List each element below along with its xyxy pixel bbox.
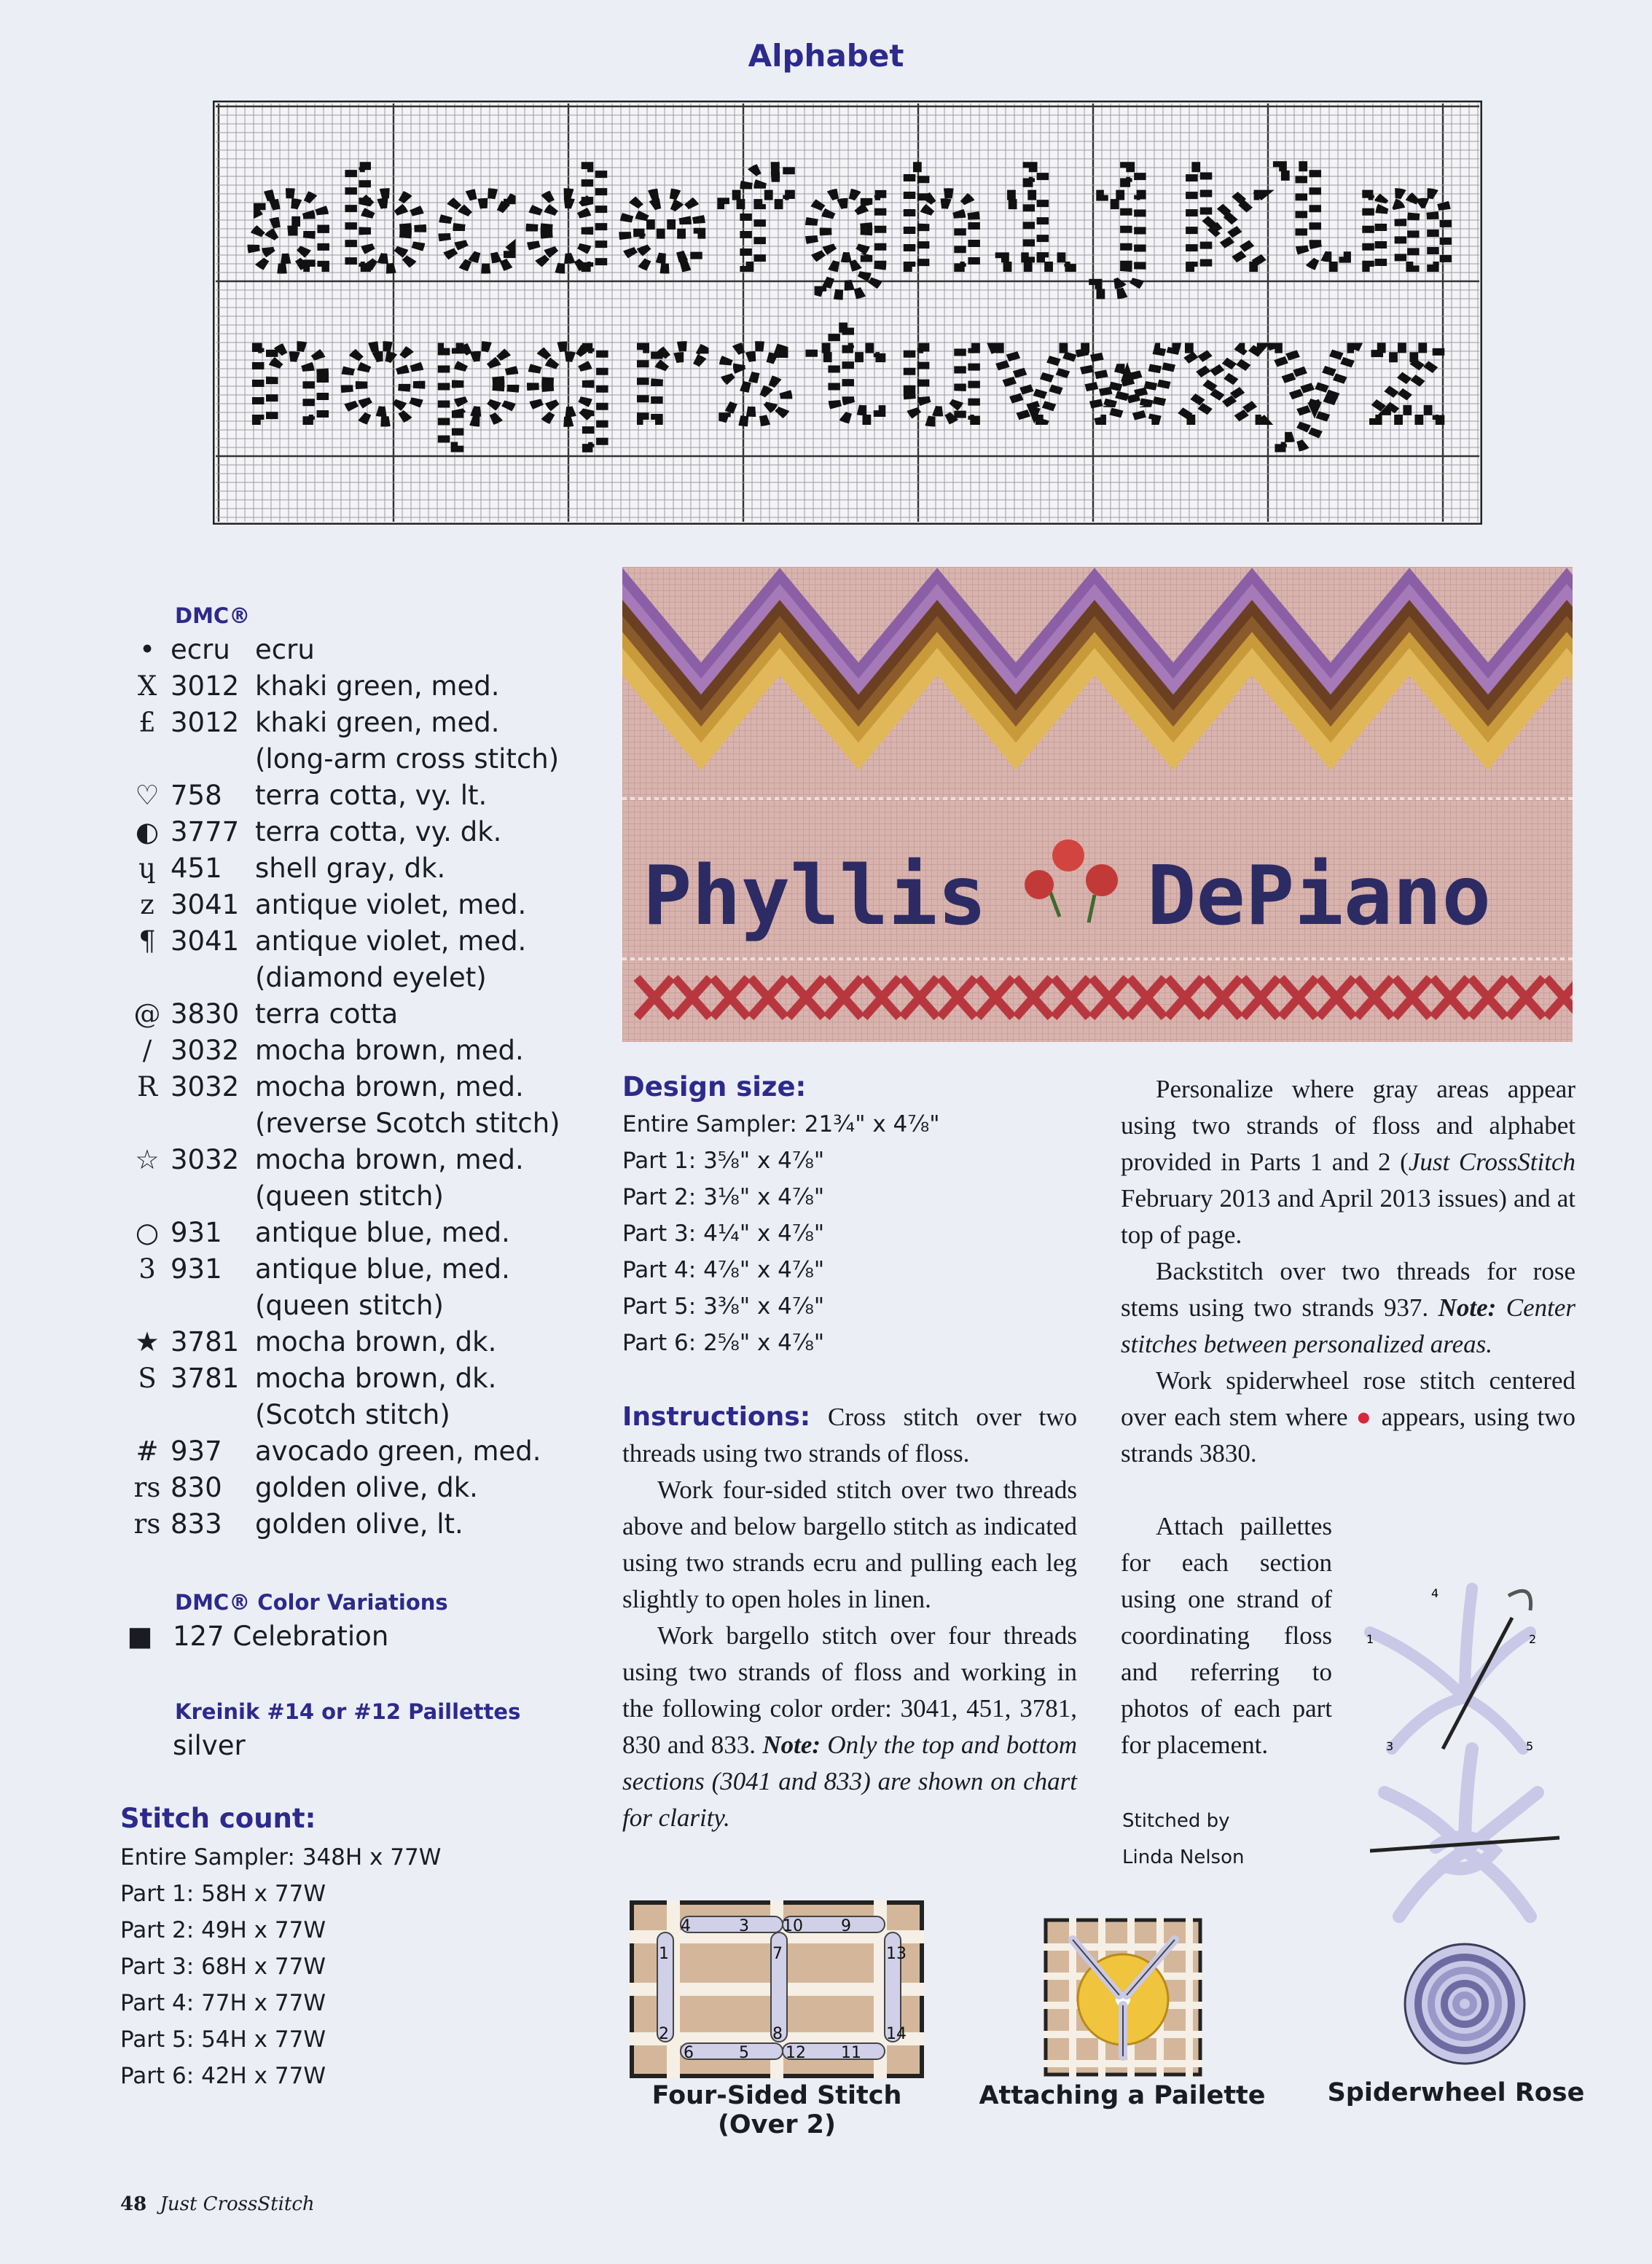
right-p4: Attach paillettes for each section using one strand of coordinating floss and referring to photos of each part for placement. xyxy=(1121,1512,1332,1759)
stitch-count-line: Entire Sampler: 348H x 77W xyxy=(120,1844,442,1871)
right-p4-block xyxy=(1121,1508,1332,1763)
key-description: golden olive, dk. xyxy=(255,1472,478,1503)
right-p1b: February 2013 and April 2013 issues) and at top of page. xyxy=(1121,1184,1575,1249)
design-size-line: Part 4: 4⅞" x 4⅞" xyxy=(622,1257,825,1283)
four-sided-number: 9 xyxy=(841,1917,851,1935)
four-sided-number: 2 xyxy=(659,2025,669,2043)
key-description: (queen stitch) xyxy=(255,1290,444,1321)
four-sided-caption xyxy=(630,2081,924,2139)
right-p3a: Work spiderwheel rose stitch centered over each stem where xyxy=(1121,1366,1575,1431)
four-sided-number: 6 xyxy=(684,2044,694,2062)
key-symbol: • xyxy=(139,634,155,665)
four-sided-number: 14 xyxy=(886,2025,907,2043)
key-symbol: ☆ xyxy=(135,1144,160,1175)
kreinik-heading: Kreinik #14 or #12 Paillettes xyxy=(175,1699,521,1724)
kreinik-text: silver xyxy=(173,1730,246,1761)
key-description: avocado green, med. xyxy=(255,1435,541,1467)
right-p1-italic: Just CrossStitch xyxy=(1408,1148,1576,1176)
key-description: antique violet, med. xyxy=(255,925,527,957)
key-number: 3777 xyxy=(171,816,240,847)
photo-name-right: DePiano xyxy=(1147,849,1492,944)
key-symbol: ¶ xyxy=(138,925,156,957)
stitch-count-list xyxy=(120,1839,557,2094)
color-key xyxy=(125,634,592,1559)
key-symbol: S xyxy=(138,1363,157,1394)
key-description: antique blue, med. xyxy=(255,1217,510,1248)
photo-name-left: Phyllis xyxy=(643,849,987,944)
key-description: khaki green, med. xyxy=(255,707,500,738)
key-number: 833 xyxy=(171,1508,222,1540)
key-number: 3781 xyxy=(171,1326,240,1358)
red-dot-icon: ● xyxy=(1355,1403,1374,1431)
page-number: 48 xyxy=(120,2193,147,2215)
key-symbol: X xyxy=(137,670,157,702)
key-number: 3032 xyxy=(171,1035,240,1066)
four-sided-stitch-diagram xyxy=(630,1900,924,2078)
four-sided-number: 7 xyxy=(772,1945,783,1963)
spider-num-4: 4 xyxy=(1431,1586,1439,1600)
key-symbol: ♡ xyxy=(135,780,160,811)
four-sided-number: 3 xyxy=(739,1917,749,1935)
instructions-p1: Cross stitch over two threads using two strands of floss. xyxy=(622,1403,1077,1468)
key-description: shell gray, dk. xyxy=(255,853,446,884)
key-number: 3781 xyxy=(171,1363,240,1394)
key-description: (reverse Scotch stitch) xyxy=(255,1108,560,1139)
four-sided-number: 5 xyxy=(739,2044,749,2062)
stitch-count-line: Part 1: 58H x 77W xyxy=(120,1881,326,1907)
page-title: Alphabet xyxy=(748,38,904,74)
design-size-list xyxy=(622,1106,972,1361)
alphabet-row-1: abcdefghijklm xyxy=(243,146,1453,298)
key-symbol: / xyxy=(142,1035,152,1066)
key-description: terra cotta, vy. lt. xyxy=(255,780,488,811)
design-size-line: Part 6: 2⅝" x 4⅞" xyxy=(622,1330,825,1356)
key-number: 3830 xyxy=(171,998,240,1030)
right-note-label: Note: xyxy=(1438,1293,1497,1322)
key-description: antique violet, med. xyxy=(255,889,527,920)
key-number: 830 xyxy=(171,1472,222,1503)
spider-num-5: 5 xyxy=(1526,1739,1534,1753)
alphabet-row-2: nopqrstuvwxyz xyxy=(243,299,1453,451)
key-description: mocha brown, med. xyxy=(255,1071,524,1102)
four-sided-number: 8 xyxy=(772,2025,783,2043)
color-variations-heading: DMC® Color Variations xyxy=(175,1590,448,1615)
key-description: (long-arm cross stitch) xyxy=(255,743,560,775)
key-symbol: # xyxy=(136,1435,159,1467)
key-number: 3012 xyxy=(171,707,240,738)
key-number: 451 xyxy=(171,853,222,884)
key-number: 937 xyxy=(171,1435,222,1467)
four-sided-number: 4 xyxy=(681,1917,691,1935)
key-description: antique blue, med. xyxy=(255,1253,510,1285)
four-sided-number: 10 xyxy=(783,1917,803,1935)
right-p2: Backstitch over two threads for rose stems using two strands 937. xyxy=(1121,1257,1575,1322)
four-sided-number: 11 xyxy=(841,2044,861,2062)
key-symbol: £ xyxy=(138,707,156,738)
key-description: terra cotta xyxy=(255,998,399,1030)
key-symbol: ★ xyxy=(135,1326,160,1358)
key-description: ecru xyxy=(255,634,315,665)
key-symbol: rs xyxy=(133,1508,161,1540)
design-size-line: Entire Sampler: 21¾" x 4⅞" xyxy=(622,1111,940,1137)
four-sided-number: 1 xyxy=(659,1945,669,1963)
key-symbol: ɥ xyxy=(138,853,156,884)
key-description: mocha brown, med. xyxy=(255,1144,524,1175)
design-size-line: Part 3: 4¼" x 4⅞" xyxy=(622,1221,825,1247)
key-symbol: ○ xyxy=(135,1217,160,1248)
alphabet-chart xyxy=(213,101,1482,525)
footer xyxy=(120,2193,315,2215)
four-sided-number: 12 xyxy=(786,2044,806,2062)
key-symbol: @ xyxy=(133,998,161,1030)
design-size-line: Part 5: 3⅜" x 4⅞" xyxy=(622,1293,825,1320)
stitch-count-line: Part 5: 54H x 77W xyxy=(120,2026,326,2053)
instructions-block xyxy=(622,1399,1077,1836)
pailette-diagram xyxy=(1044,1918,1202,2077)
instructions-p2: Work four-sided stitch over two threads above and below bargello stitch as indicated using two strands ecru and pulling each leg slightly to open holes in linen. xyxy=(622,1476,1077,1613)
key-number: 931 xyxy=(171,1217,222,1248)
variation-row xyxy=(125,1621,563,1657)
key-number: 3032 xyxy=(171,1071,240,1102)
key-symbol: R xyxy=(137,1071,157,1102)
key-description: (diamond eyelet) xyxy=(255,962,487,993)
pailette-caption: Attaching a Pailette xyxy=(979,2081,1266,2110)
magazine-name: Just CrossStitch xyxy=(160,2193,315,2215)
instructions-p3: Work bargello stitch over four threads using two strands of floss and working in the following color order: 3041, 451, 3781, 830 and 833. xyxy=(622,1621,1077,1759)
right-note: Center stitches between personalized areas. xyxy=(1121,1293,1576,1358)
key-symbol: z xyxy=(140,889,154,920)
four-sided-number: 13 xyxy=(886,1945,907,1963)
right-column-text xyxy=(1121,1071,1575,1472)
key-number: 3041 xyxy=(171,889,240,920)
instructions-note: Only the top and bottom sections (3041 and 833) are shown on chart for clarity. xyxy=(622,1731,1077,1832)
stitch-count-line: Part 2: 49H x 77W xyxy=(120,1917,326,1943)
key-description: golden olive, lt. xyxy=(255,1508,463,1540)
right-p1a: Personalize where gray areas appear using two strands of floss and alphabet provided in Parts 1 and 2 ( xyxy=(1121,1075,1575,1176)
design-size-line: Part 1: 3⅝" x 4⅞" xyxy=(622,1148,825,1174)
key-symbol: ◐ xyxy=(135,816,160,847)
stitch-count-heading: Stitch count: xyxy=(120,1803,316,1834)
spiderwheel-caption: Spiderwheel Rose xyxy=(1327,2078,1585,2107)
spider-num-1: 1 xyxy=(1366,1632,1374,1646)
key-description: mocha brown, dk. xyxy=(255,1326,497,1358)
spiderwheel-diagram xyxy=(1355,1574,1574,2069)
spider-num-2: 2 xyxy=(1529,1632,1537,1646)
sampler-photo xyxy=(622,567,1573,1042)
key-number: 758 xyxy=(171,780,222,811)
key-number: ecru xyxy=(171,634,230,665)
stitcher-name: Linda Nelson xyxy=(1122,1846,1245,1868)
key-description: mocha brown, med. xyxy=(255,1035,524,1066)
four-sided-caption-line1: Four-Sided Stitch xyxy=(651,2081,902,2110)
four-sided-caption-line2: (Over 2) xyxy=(717,2110,837,2139)
dmc-heading: DMC® xyxy=(175,603,251,628)
right-p3b: appears, using two strands 3830. xyxy=(1121,1403,1575,1468)
design-size-line: Part 2: 3⅛" x 4⅞" xyxy=(622,1184,825,1210)
key-number: 3012 xyxy=(171,670,240,702)
key-number: 3041 xyxy=(171,925,240,957)
stitch-count-line: Part 3: 68H x 77W xyxy=(120,1954,326,1980)
stitch-count-line: Part 4: 77H x 77W xyxy=(120,1990,326,2016)
key-description: mocha brown, dk. xyxy=(255,1363,497,1394)
key-symbol: rs xyxy=(133,1472,161,1503)
design-size-heading: Design size: xyxy=(622,1071,807,1102)
key-description: khaki green, med. xyxy=(255,670,500,702)
variation-text: 127 Celebration xyxy=(173,1621,389,1652)
key-symbol: 3 xyxy=(138,1253,156,1285)
spider-num-3: 3 xyxy=(1386,1739,1394,1753)
key-description: terra cotta, vy. dk. xyxy=(255,816,502,847)
stitch-count-line: Part 6: 42H x 77W xyxy=(120,2063,326,2089)
key-number: 3032 xyxy=(171,1144,240,1175)
stitched-by-label: Stitched by xyxy=(1122,1810,1230,1832)
instructions-heading: Instructions: xyxy=(622,1402,811,1432)
key-description: (Scotch stitch) xyxy=(255,1399,450,1430)
key-description: (queen stitch) xyxy=(255,1180,444,1212)
key-number: 931 xyxy=(171,1253,222,1285)
instructions-note-label: Note: xyxy=(762,1731,821,1759)
variation-symbol: ■ xyxy=(127,1621,153,1652)
